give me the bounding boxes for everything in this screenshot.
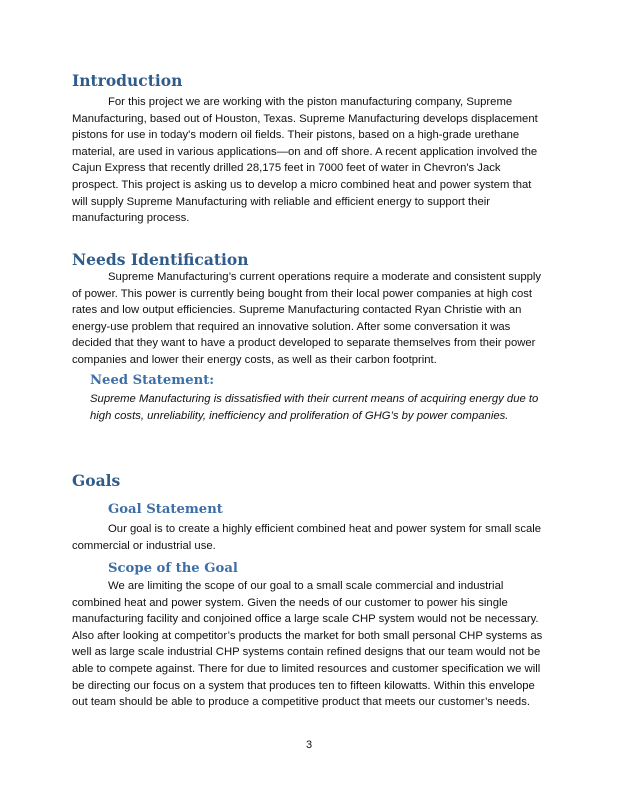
heading-needs-identification: Needs Identification: [72, 250, 249, 269]
heading-goals: Goals: [72, 471, 121, 490]
paragraph-goal-statement: Our goal is to create a highly efficient combined heat and power system for small scale commercial or industrial use.: [72, 523, 542, 552]
paragraph-scope-of-goal: We are limiting the scope of our goal to a small scale commercial and industrial combined heat and power system. Given the needs of our customer to power his single manufacturing facility and conjoined office a large scale CHP system would not be necessary. Also after looking at competitor’s products the market for both small personal CHP systems as well as large scale industrial CHP systems contain refined designs that our team would not be able to compete against. There for due to limited resources and customer specification we will be directing our focus on a system that produces ten to fifteen kilowatts. Within this envelope out team should be able to produce a competitive product that meets our customer’s needs.: [72, 580, 543, 709]
paragraph-need-statement: Supreme Manufacturing is dissatisfied with their current means of acquiring energy due to high costs, unreliability, inefficiency and proliferation of GHG’s by power companies.: [90, 393, 539, 422]
heading-introduction: Introduction: [72, 71, 183, 90]
heading-scope-of-goal: Scope of the Goal: [108, 561, 238, 576]
heading-need-statement: Need Statement:: [90, 373, 215, 388]
paragraph-needs: Supreme Manufacturing’s current operations require a moderate and consistent supply of power. This power is currently being bought from their local power companies at high cost rates and low output efficiencies. Supreme Manufacturing contacted Ryan Christie with an energy-use problem that required an innovative solution. After some conversation it was decided that they want to have a product developed to separate themselves from their power companies and lower their energy costs, as well as their carbon footprint.: [72, 271, 542, 366]
heading-goal-statement: Goal Statement: [108, 502, 223, 517]
page-number: 3: [305, 739, 313, 751]
paragraph-introduction: For this project we are working with the piston manufacturing company, Supreme Manufacturing, based out of Houston, Texas. Supreme Manufacturing develops displacement pistons for use in today's modern oil fields. Their pistons, based on a high-grade urethane material, are used in various applications—on and off shore. A recent application involved the Cajun Express that recently drilled 28,175 feet in 7000 feet of water in Chevron's Jack prospect. This project is asking us to develop a micro combined heat and power system that will supply Supreme Manufacturing with reliable and efficient energy to support their manufacturing process.: [72, 96, 538, 225]
